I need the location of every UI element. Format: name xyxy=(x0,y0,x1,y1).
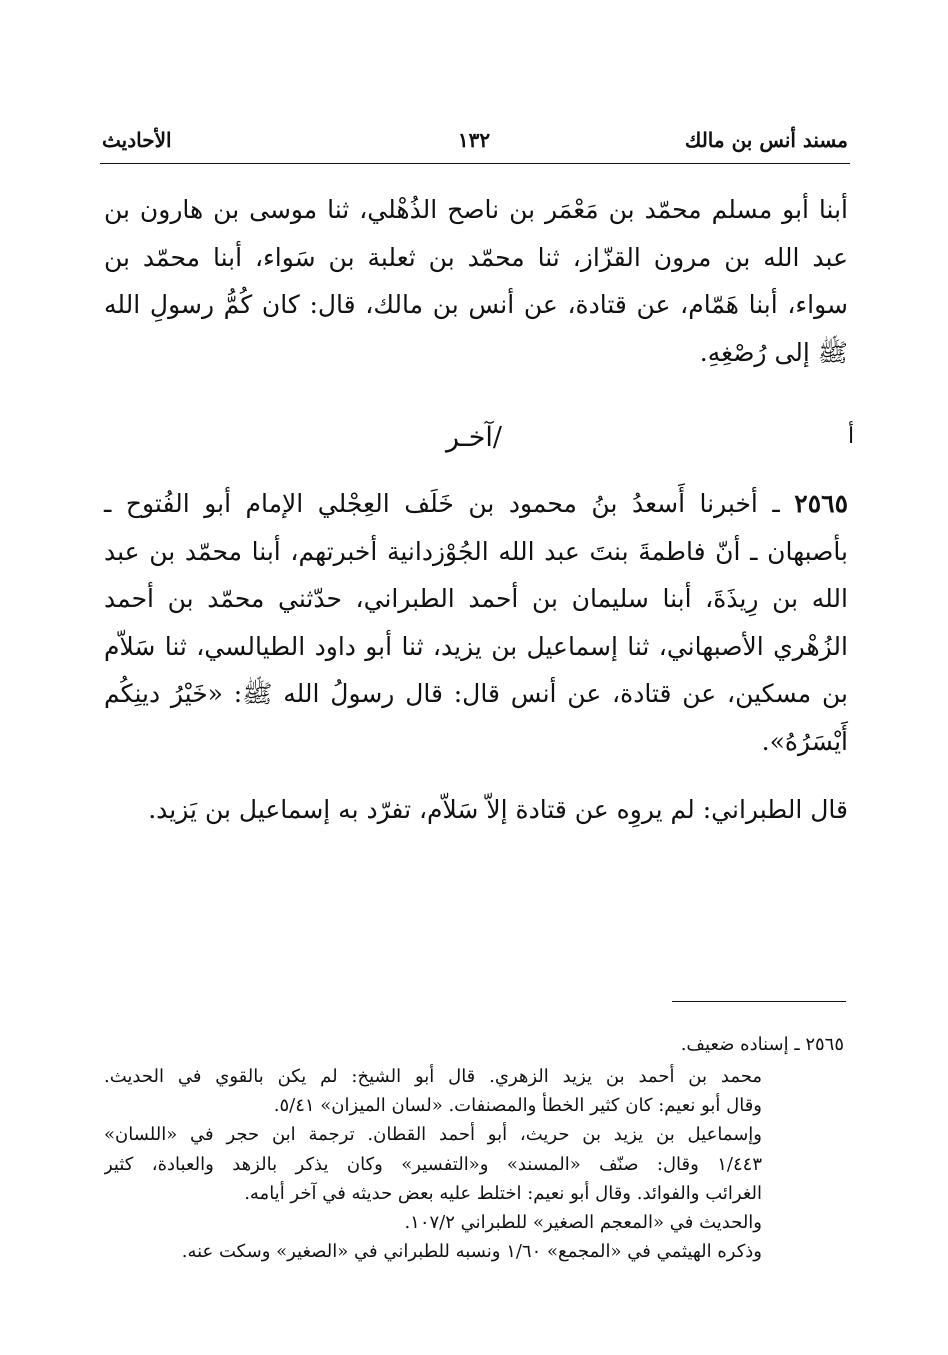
running-header xyxy=(100,128,848,162)
footnote-line: وإسماعيل بن يزيد بن حريث، أبو أحمد القطان. ترجمة ابن حجر في «اللسان» xyxy=(104,1124,762,1146)
book-title: مسند أنس بن مالك xyxy=(684,128,848,152)
section-heading: /آخـر xyxy=(445,422,503,453)
footnote-line: الغرائب والفوائد. وقال أبو نعيم: اختلط عليه بعض حديثه في آخر أيامه. xyxy=(244,1182,762,1204)
commentary-paragraph: قال الطبراني: لم يروِه عن قتادة إلاّ سَلاّم، تفرّد به إسماعيل بن يَزيد. xyxy=(148,795,848,824)
hadith-number: ٢٥٦٥ xyxy=(794,489,848,518)
footnote-line: وذكره الهيثمي في «المجمع» ١/٦٠ ونسبه للطبراني في «الصغير» وسكت عنه. xyxy=(181,1241,762,1263)
margin-note: أ xyxy=(848,424,855,449)
footnote-line: وقال أبو نعيم: كان كثير الخطأ والمصنفات. «لسان الميزان» ٥/٤١. xyxy=(273,1095,762,1117)
footnote-body xyxy=(104,1062,762,1266)
footnote-line: والحديث في «المعجم الصغير» للطبراني ١٠٧/٢. xyxy=(404,1212,762,1234)
footnote-heading: ٢٥٦٥ ـ إسناده ضعيف. xyxy=(680,1034,844,1055)
footnote-line: محمد بن أحمد بن يزيد الزهري. قال أبو الشيخ: لم يكن بالقوي في الحديث. xyxy=(104,1066,762,1087)
header-divider xyxy=(100,163,850,164)
footnote-line: ١/٤٤٣ وقال: صنّف «المسند» و«التفسير» وكان يذكر بالزهد والعبادة، كثير xyxy=(104,1153,762,1175)
section-title: الأحاديث xyxy=(102,128,172,152)
isnad-paragraph: أبنا أبو مسلم محمّد بن مَعْمَر بن ناصح الذُهْلي، ثنا موسى بن هارون بن عبد الله بن مرون القزّاز، ثنا محمّد بن ثعلبة بن سَواء، أبنا محمّد بن سواء، أبنا هَمّام، عن قتادة، عن أنس بن مالك، قال: كان كُمُّ رسولِ الله ﷺ إلى رُصْغِهِ. xyxy=(104,195,848,367)
page-number: ١٣٢ xyxy=(457,128,491,152)
footnote-divider xyxy=(672,1001,846,1002)
hadith-text: ـ أخبرنا أَسعدُ بنُ محمود بن خَلَف العِجْلي الإمام أبو الفُتوح ـ بأصبهان ـ أنّ فاطمةَ بنتَ عبد الله الجُوْزدانية أخبرتهم، أبنا محمّد بن عبد الله بن رِيذَةَ، أبنا سليمان بن أحمد الطبراني، حدّثني محمّد بن أحمد الزُهْري الأصبهاني، ثنا إسماعيل بن يزيد، ثنا أبو داود الطيالسي، ثنا سَلاّم بن مسكين، عن قتادة، عن أنس قال: قال رسولُ الله ﷺ: «خَيْرُ دينِكُم أَيْسَرُهُ». xyxy=(104,489,848,756)
hadith-paragraph xyxy=(104,480,848,765)
